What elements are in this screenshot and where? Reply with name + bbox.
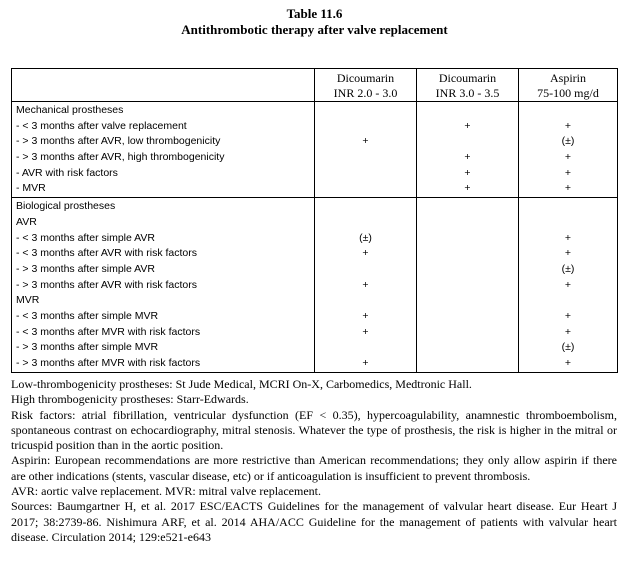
header-dicoumarin-high	[417, 69, 519, 102]
section-col-aspirin	[519, 102, 618, 198]
row-mark	[417, 278, 518, 294]
row-mark: (±)	[359, 231, 372, 244]
header-line1: Aspirin	[550, 71, 586, 85]
row-mark: +	[362, 278, 369, 291]
row-mark	[315, 119, 416, 135]
row-mark: +	[464, 182, 471, 195]
footnote: Aspirin: European recommendations are more restrictive than American recommendations; they only allow aspirin if there are other indications (stents, vascular disease, etc) or if anticoagulation is insufficient to prevent thrombosis.	[11, 453, 617, 483]
footnote: AVR: aortic valve replacement. MVR: mitral valve replacement.	[11, 484, 322, 499]
header-line2: INR 2.0 - 3.0	[333, 86, 398, 100]
row-mark	[315, 293, 416, 309]
section-col-dicoumarin-low	[315, 198, 417, 373]
footnote: High thrombogenicity prostheses: Starr-Edwards.	[11, 392, 249, 407]
section-col-dicoumarin-low	[315, 102, 417, 198]
row-label: - < 3 months after simple MVR	[16, 309, 159, 322]
row-mark	[417, 134, 518, 150]
section-biological	[12, 198, 618, 373]
row-mark: +	[564, 309, 572, 322]
row-mark: +	[564, 231, 572, 244]
header-line2: 75-100 mg/d	[537, 86, 599, 100]
row-mark	[417, 231, 518, 247]
section-col-dicoumarin-high	[417, 102, 519, 198]
row-label: - > 3 months after AVR, high thrombogenicity	[16, 151, 225, 164]
row-mark	[417, 325, 518, 341]
row-mark: +	[564, 247, 572, 260]
row-mark	[417, 262, 518, 278]
section-labels	[12, 102, 315, 198]
row-mark	[315, 103, 416, 119]
row-mark: +	[564, 357, 572, 369]
row-label: - AVR with risk factors	[16, 166, 118, 179]
row-mark	[417, 340, 518, 356]
row-mark	[417, 246, 518, 262]
row-mark	[417, 356, 518, 372]
row-mark	[519, 215, 617, 231]
footnote: Sources: Baumgartner H, et al. 2017 ESC/EACTS Guidelines for the management of valvular heart disease. Eur Heart J 2017; 38:2739-86. Nishimura ARF, et al. 2014 AHA/ACC Guideline for the management of patients with valvular heart disease. Circulation 2014; 129:e521-e643	[11, 499, 617, 544]
row-label: MVR	[16, 294, 40, 307]
row-mark: +	[362, 325, 369, 338]
row-mark	[315, 340, 416, 356]
row-mark	[417, 199, 518, 215]
row-label: - > 3 months after simple AVR	[16, 262, 155, 275]
footnotes	[11, 377, 617, 545]
row-mark: +	[362, 309, 369, 322]
row-mark	[417, 309, 518, 325]
row-mark	[315, 215, 416, 231]
row-mark: +	[362, 247, 369, 260]
row-mark	[315, 199, 416, 215]
row-mark: +	[564, 182, 572, 195]
row-label: - > 3 months after MVR with risk factors	[16, 357, 201, 369]
row-label: - > 3 months after AVR, low thrombogenicity	[16, 135, 221, 148]
row-mark: (±)	[561, 135, 575, 148]
row-mark	[315, 181, 416, 197]
header-line1: Dicoumarin	[336, 71, 395, 85]
header-line2: INR 3.0 - 3.5	[435, 86, 500, 100]
row-mark: +	[564, 166, 572, 179]
row-mark	[519, 199, 617, 215]
row-mark	[417, 103, 518, 119]
row-label: - MVR	[16, 182, 46, 195]
row-mark	[519, 103, 617, 119]
row-mark: +	[464, 119, 471, 132]
row-mark	[519, 293, 617, 309]
row-mark: +	[464, 166, 471, 179]
header-line1: Dicoumarin	[438, 71, 497, 85]
antithrombotic-table	[11, 68, 618, 373]
row-mark	[315, 262, 416, 278]
row-label: AVR	[16, 215, 37, 228]
section-col-aspirin	[519, 198, 618, 373]
section-mechanical	[12, 102, 618, 198]
row-mark: +	[564, 278, 572, 291]
row-label: - < 3 months after AVR with risk factors	[16, 247, 197, 260]
row-mark: +	[564, 325, 572, 338]
row-mark: +	[564, 119, 572, 132]
row-label: - < 3 months after MVR with risk factors	[16, 325, 201, 338]
row-label: Mechanical prostheses	[16, 104, 124, 116]
row-mark: (±)	[561, 341, 575, 354]
section-labels	[12, 198, 315, 373]
header-aspirin	[519, 69, 618, 102]
header-dicoumarin-low	[315, 69, 417, 102]
row-label: - < 3 months after simple AVR	[16, 231, 155, 244]
row-mark: +	[362, 135, 369, 148]
table-title: Table 11.6	[286, 6, 343, 21]
row-mark: +	[362, 357, 369, 369]
row-label: - > 3 months after AVR with risk factors	[16, 278, 197, 291]
row-mark	[417, 293, 518, 309]
footnote: Low-thrombogenicity prostheses: St Jude Medical, MCRI On-X, Carbomedics, Medtronic Hall.	[11, 377, 472, 391]
row-mark	[315, 166, 416, 182]
section-col-dicoumarin-high	[417, 198, 519, 373]
row-mark	[417, 215, 518, 231]
row-mark: (±)	[561, 262, 575, 275]
footnote: Risk factors: atrial fibrillation, ventricular dysfunction (EF < 0.35), hypercoagulability, anamnestic thromboembolism, spontaneous contrast on echocardiography, mitral stenosis. Whatever the type of prosthesis, the risk is higher in the mitral or tricuspid position than in the aortic position.	[11, 407, 617, 453]
table-subtitle: Antithrombotic therapy after valve replacement	[181, 22, 448, 37]
row-label: - > 3 months after simple MVR	[16, 341, 159, 354]
row-label: - < 3 months after valve replacement	[16, 119, 187, 132]
row-mark: +	[464, 151, 471, 164]
header-row	[12, 69, 618, 102]
row-mark	[315, 150, 416, 166]
header-cell-blank	[12, 69, 315, 102]
row-label: Biological prostheses	[16, 200, 116, 213]
row-mark: +	[564, 151, 572, 164]
